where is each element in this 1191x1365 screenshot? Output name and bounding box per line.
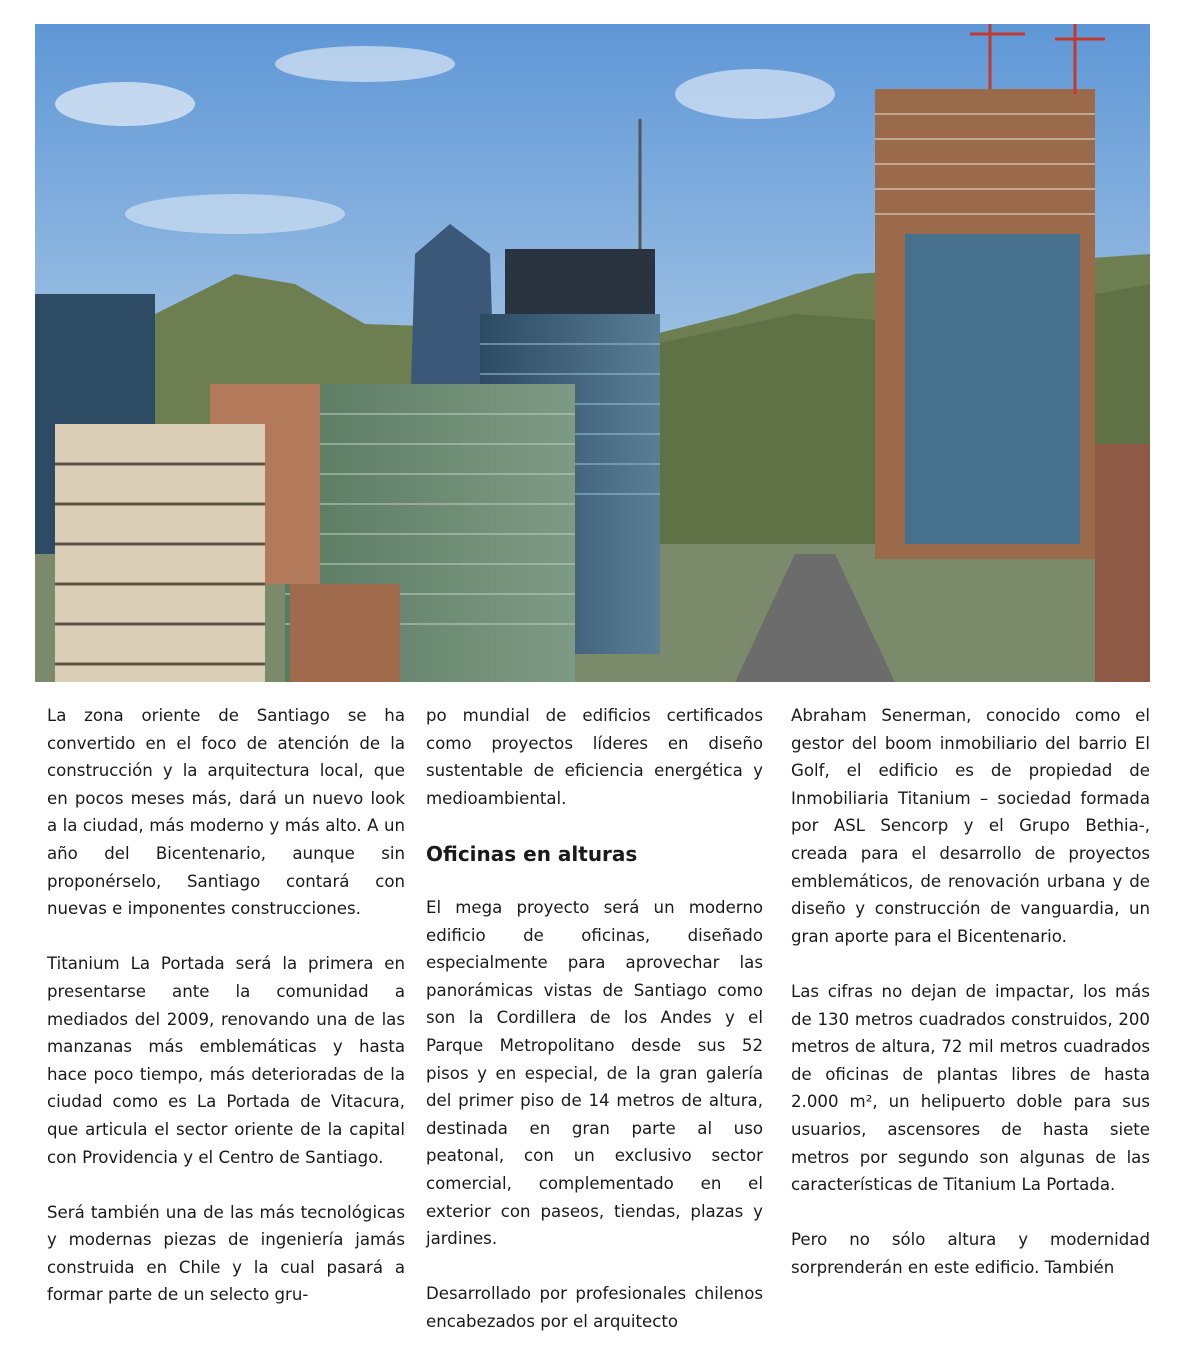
article-column-3 bbox=[791, 702, 1150, 1281]
paragraph: Las cifras no dejan de impactar, los más de 130 metros cuadrados construidos, 200 metros de altura, 72 mil metros cuadrados de oficinas de plantas libres de hasta 2.000 m², un helipuerto doble para sus usuarios, ascensores de hasta siete metros por segundo son algunas de las características de Titanium La Portada. bbox=[791, 981, 1150, 1195]
article-column-2 bbox=[426, 702, 763, 1335]
paragraph: Desarrollado por profesionales chilenos encabezados por el arquitecto bbox=[426, 1284, 763, 1331]
paragraph: El mega proyecto será un moderno edificio de oficinas, diseñado especialmente para aprovechar las panorámicas vistas de Santiago como son la Cordillera de los Andes y el Parque Metropolitano desde sus 52 pisos y en especial, de la gran galería del primer piso de 14 metros de altura, destinada en gran parte al uso peatonal, con un exclusivo sector comercial, complementado en el exterior con paseos, tiendas, plazas y jardines. bbox=[426, 897, 763, 1249]
section-heading: Oficinas en alturas bbox=[426, 841, 638, 866]
paragraph: po mundial de edificios certificados como proyectos líderes en diseño sustentable de eficiencia energética y medioambiental. bbox=[426, 706, 763, 808]
paragraph: Pero no sólo altura y modernidad sorprenderán en este edificio. También bbox=[791, 1230, 1150, 1277]
paragraph: La zona oriente de Santiago se ha convertido en el foco de atención de la construcción y la arquitectura local, que en pocos meses más, dará un nuevo look a la ciudad, más moderno y más alto. A un año del Bicentenario, aunque sin proponérselo, Santiago contará con nuevas e imponentes construcciones. bbox=[47, 706, 405, 919]
paragraph: Abraham Senerman, conocido como el gestor del boom inmobiliario del barrio El Golf, el edificio es de propiedad de Inmobiliaria Titanium – sociedad formada por ASL Sencorp y el Grupo Bethia-, creada para el desarrollo de proyectos emblemáticos, de renovación urbana y de diseño y construcción de vanguardia, un gran aporte para el Bicentenario. bbox=[791, 706, 1150, 946]
paragraph: Será también una de las más tecnológicas y modernas piezas de ingeniería jamás construida en Chile y la cual pasará a formar parte de un selecto gru- bbox=[47, 1202, 405, 1305]
paragraph: Titanium La Portada será la primera en presentarse ante la comunidad a mediados del 2009, renovando una de las manzanas más emblemáticas y hasta hace poco tiempo, más deterioradas de la ciudad como es La Portada de Vitacura, que articula el sector oriente de la capital con Providencia y el Centro de Santiago. bbox=[47, 954, 405, 1167]
article-column-1 bbox=[47, 702, 405, 1309]
skyline-illustration bbox=[35, 24, 1150, 682]
skyline-photo bbox=[35, 24, 1150, 682]
